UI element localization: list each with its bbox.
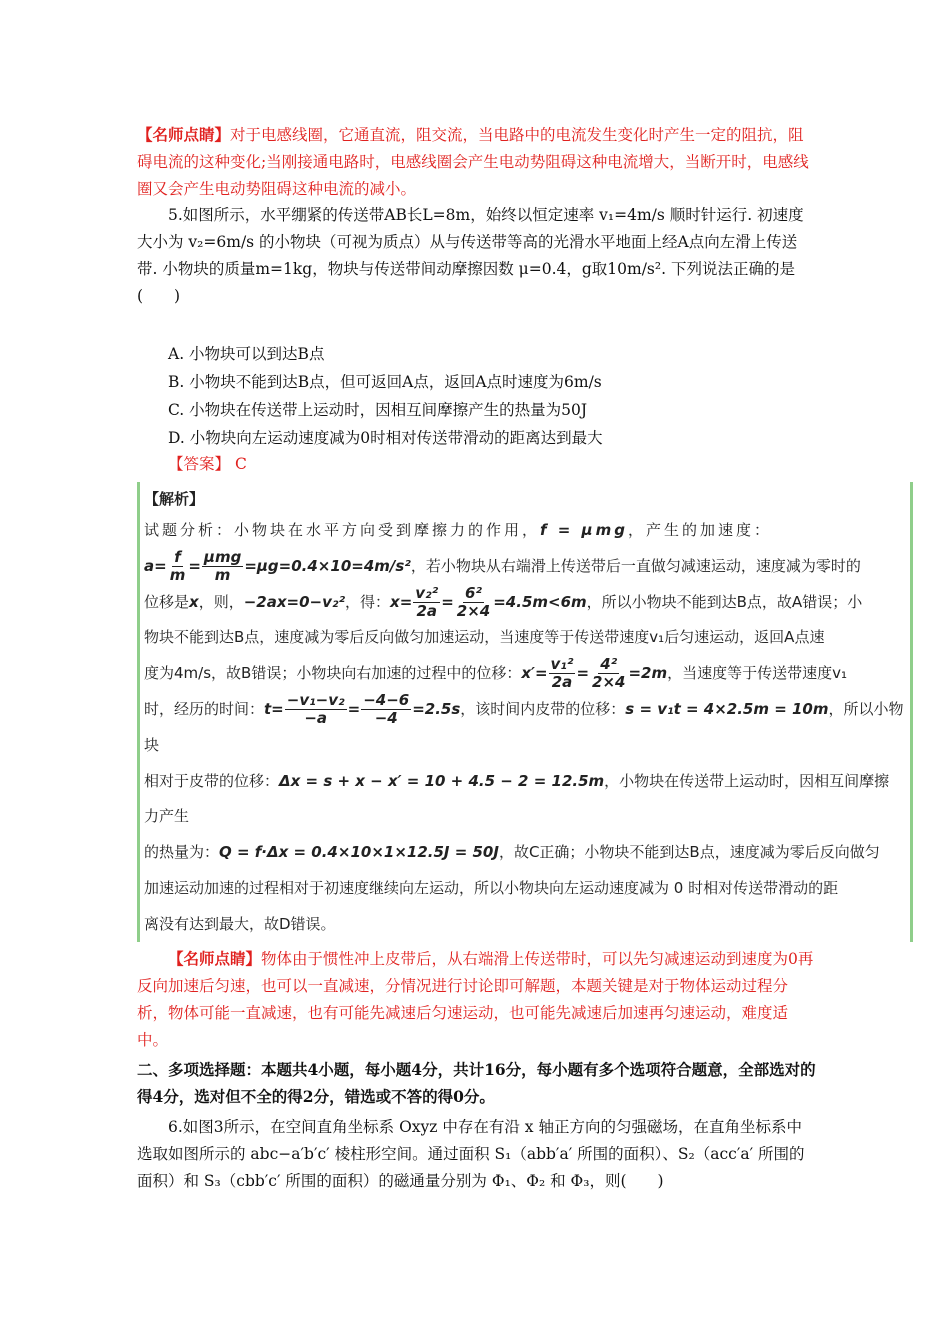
analysis-text: ，当速度等于传送带速度v₁ (667, 664, 848, 683)
formula-text: x (189, 592, 199, 611)
fraction (455, 585, 492, 620)
analysis-line-5 (144, 656, 904, 692)
denominator: m (169, 565, 186, 584)
analysis-text: ，该时间内皮带的位移： (460, 699, 626, 718)
fraction (413, 585, 440, 620)
numerator: v₁² (550, 655, 574, 674)
formula-text: x= (390, 592, 413, 611)
formula-text: = (347, 699, 361, 718)
formula-text: x′= (521, 664, 548, 683)
denominator: m (214, 565, 231, 584)
tip-label: 【名师点睛】 (137, 125, 231, 144)
tip-paragraph-1 (137, 121, 817, 203)
denominator: 2×4 (592, 673, 626, 692)
analysis-text: 时，经历的时间： (144, 699, 265, 718)
numerator: 6² (465, 583, 483, 602)
formula-text: =2m (628, 664, 668, 683)
option-d: D. 小物块向左运动速度减为0时相对传送带滑动的距离达到最大 (168, 429, 603, 447)
analysis-text: 相对于皮带的位移： (144, 771, 280, 790)
denominator: 2a (416, 601, 438, 620)
fraction (168, 549, 188, 584)
formula-text: Δx = s + x − x′ = 10 + 4.5 − 2 = 12.5m (279, 771, 605, 790)
fraction (285, 692, 347, 727)
question-5-stem: 5.如图所示，水平绷紧的传送带AB长L=8m，始终以恒定速率 v₁=4m/s 顺时针运行. 初速度大小为 v₂=6m/s 的小物块（可视为质点）从与传送带等高的光滑水平地面上经A点向左滑上传送带. 小物块的质量m=1kg，物块与传送带间动摩擦因数 μ=0.4，g取10m/s². 下列说法正确的是( ) (137, 206, 804, 305)
analysis-text: 度为4m/s，故B错误；小物块向右加速的过程中的位移： (144, 664, 522, 683)
analysis-line-8 (144, 835, 904, 871)
formula-text: =μg=0.4×10=4m/s² (244, 556, 411, 575)
numerator: v₂² (415, 583, 439, 602)
formula-text: −2ax=0−v₂² (243, 592, 346, 611)
analysis-text: ，得： (345, 592, 391, 611)
section-2-heading: 二、多项选择题：本题共4小题，每小题4分，共计16分，每小题有多个选项符合题意，全部选对的得4分，选对但不全的得2分，错选或不答的得0分。 (137, 1060, 816, 1106)
analysis-text: ，则， (198, 592, 244, 611)
answer-label: 【答案】 (168, 455, 231, 473)
option-c: C. 小物块在传送带上运动时，因相互间摩擦产生的热量为50J (168, 401, 588, 419)
formula-text: t= (264, 699, 284, 718)
analysis-line-6 (144, 692, 904, 764)
denominator: 2a (551, 673, 573, 692)
denominator: 2×4 (456, 601, 491, 620)
formula-text: s = v₁t = 4×2.5m = 10m (625, 699, 829, 718)
formula-text: = (441, 592, 454, 611)
analysis-text: ，产生的加速度： (627, 521, 772, 539)
analysis-text: ，故C正确；小物块不能到达B点，速度减为零后反向做匀 (498, 843, 880, 862)
tip-paragraph-2 (137, 945, 817, 1054)
fraction (202, 549, 243, 584)
fraction (590, 656, 627, 691)
question-5-options (168, 340, 603, 452)
analysis-text: 的热量为： (144, 843, 220, 862)
analysis-text: ，所以小物块不能到达B点，故A错误；小 (586, 592, 863, 611)
analysis-line-2: a= $\frac{f}{m}$ = $\frac{\text{μmg}}{m}$ =μg=0.4×10=4m/s²，若小物块从右端滑上传送带后一直做匀减速运动，速度减为零时的 (144, 547, 861, 584)
analysis-line-9: 加速运动加速的过程相对于初速度继续向左运动，所以小物块向左运动速度减为 0 时相对传送带滑动的距 (144, 878, 839, 897)
formula-text: =4.5m<6m (493, 592, 587, 611)
analysis-text: 试题分析：小物块在水平方向受到摩擦力的作用， (144, 521, 541, 539)
analysis-text: ，小物块在传送带上运动时，因相互间摩擦力产生 (144, 771, 890, 826)
formula-text: Q = f·Δx = 0.4×10×1×12.5J = 50J (219, 843, 499, 862)
tip-text: 物体由于惯性冲上皮带后，从右端滑上传送带时，可以先匀减速运动到速度为0再反向加速后匀速，也可以一直减速，分情况进行讨论即可解题，本题关键是对于物体运动过程分析，物体可能一直减速，也有可能先减速后匀速运动，也可能先减速后加速再匀速运动，难度适中。 (137, 950, 814, 1049)
analysis-line-3 (144, 585, 904, 621)
numerator: μmg (203, 547, 242, 566)
answer-line (168, 452, 247, 474)
analysis-line-4: 物块不能到达B点，速度减为零后反向做匀加速运动，当速度等于传送带速度v₁后匀速运动，返回A点速 (144, 628, 825, 647)
analysis-line-7 (144, 764, 904, 836)
analysis-text: ，所以小物块 (144, 699, 904, 754)
question-6-stem: 6.如图3所示，在空间直角坐标系 Oxyz 中存在有沿 x 轴正方向的匀强磁场，在直角坐标系中选取如图所示的 abc−a′b′c′ 棱柱形空间。通过面积 S₁（abb′a′ 所围的面积）、S₂（acc′a′ 所围的面积）和 S₃（cbb′c′ 所围的面积）的磁通量分别为 Φ₁、Φ₂ 和 Φ₃，则( ) (137, 1118, 805, 1190)
answer-value: C (234, 455, 247, 473)
numerator: −v₁−v₂ (286, 690, 345, 709)
tip-label: 【名师点睛】 (168, 949, 262, 968)
option-a: A. 小物块可以到达B点 (168, 345, 325, 363)
numerator: −4−6 (363, 690, 410, 709)
analysis-box (137, 482, 913, 942)
denominator: −a (304, 708, 328, 727)
formula-friction: f = μmg (540, 521, 628, 539)
fraction (549, 656, 576, 691)
numerator: 4² (600, 655, 618, 674)
analysis-line-10: 离没有达到最大，故D错误。 (144, 914, 336, 933)
analysis-text: 位移是 (144, 592, 190, 611)
analysis-text: ，若小物块从右端滑上传送带后一直做匀减速运动，速度减为零时的 (410, 556, 861, 575)
analysis-line-1 (144, 513, 904, 549)
option-b: B. 小物块不能到达B点，但可返回A点，返回A点时速度为6m/s (168, 373, 602, 391)
fraction (361, 692, 411, 727)
analysis-header: 【解析】 (144, 490, 205, 508)
formula-text: a= (144, 556, 167, 575)
tip-text: 对于电感线圈，它通直流，阻交流，当电路中的电流发生变化时产生一定的阻抗，阻碍电流的这种变化;当刚接通电路时，电感线圈会产生电动势阻碍这种电流增大，当断开时，电感线圈又会产生电动势阻碍这种电流的减小。 (137, 126, 809, 198)
numerator: f (174, 547, 181, 566)
denominator: −4 (374, 708, 398, 727)
formula-text: = (576, 664, 590, 683)
formula-text: =2.5s (412, 699, 461, 718)
